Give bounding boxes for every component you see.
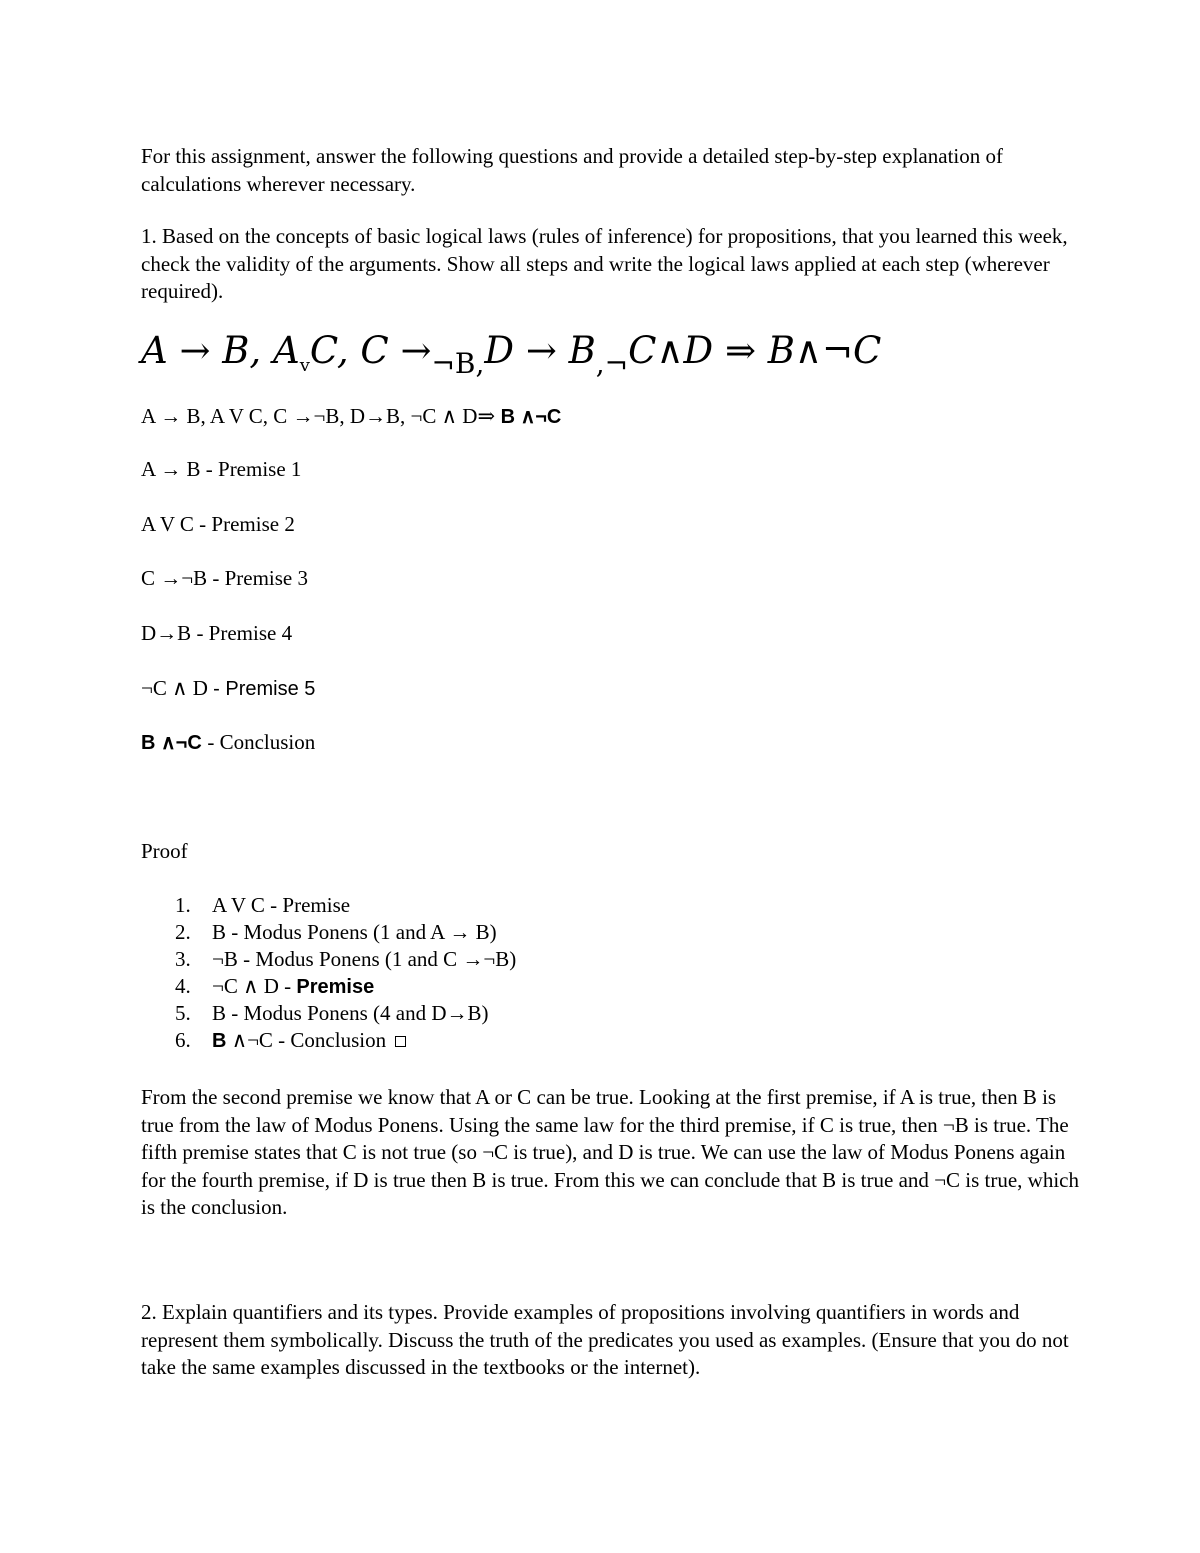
formula-text <box>141 403 561 431</box>
formula-text-plain: A → B, A V C, C →¬B, D→B, ¬C ∧ D⇒ <box>141 404 496 428</box>
step-number: 6. <box>175 1028 191 1052</box>
premise-3 <box>141 565 308 592</box>
premise-label: - Premise 4 <box>196 621 293 645</box>
formula-part: C, C → <box>309 329 432 372</box>
step-text-plain: ¬C ∧ D - <box>212 974 297 998</box>
premise-expr: A V C <box>141 512 200 536</box>
conclusion-expr: B ∧¬C <box>141 732 208 754</box>
premise-expr: D→B <box>141 621 197 645</box>
premise-expr: C →¬B <box>141 566 213 590</box>
step-text <box>212 1027 406 1055</box>
premise-label: - Premise 3 <box>212 566 309 590</box>
formula-part: C∧D ⇒ B∧¬C <box>628 329 882 372</box>
step-text: A V C - Premise <box>212 893 351 917</box>
step-text: ¬B - Modus Ponens (1 and C →¬B) <box>212 947 517 971</box>
question-1: 1. Based on the concepts of basic logical laws (rules of inference) for propositions, that you learned this week, check the validity of the arguments. Show all steps and write the logical laws applied at each step (wherever required). <box>141 224 1068 303</box>
premise-2 <box>141 511 295 538</box>
premise-expr: ¬C ∧ D <box>141 676 214 700</box>
step-text-plain: ∧¬C - Conclusion <box>226 1028 392 1052</box>
step-text-bold: Premise <box>296 976 375 998</box>
qed-box-icon <box>395 1036 406 1047</box>
step-text <box>212 973 374 1001</box>
question-2: 2. Explain quantifiers and its types. Provide examples of propositions involving quantifiers in words and represent them symbolically. Discuss the truth of the predicates you used as examples. (Ensure that you do not take the same examples discussed in the textbooks or the internet). <box>141 1300 1069 1379</box>
formula-image <box>141 326 881 391</box>
step-text: B - Modus Ponens (1 and A → B) <box>212 920 497 944</box>
step-number: 1. <box>175 893 191 917</box>
step-number: 2. <box>175 920 191 944</box>
formula-text-bold: B ∧¬C <box>495 406 562 428</box>
premise-label: - Premise 1 <box>205 457 302 481</box>
premise-expr: A → B <box>141 457 206 481</box>
premise-1 <box>141 456 301 483</box>
step-number: 3. <box>175 947 191 971</box>
step-text: B - Modus Ponens (4 and D→B) <box>212 1001 489 1025</box>
step-number: 5. <box>175 1001 191 1025</box>
premise-4 <box>141 620 292 647</box>
formula-neg: ¬B, <box>431 347 485 380</box>
formula-neg: ,¬ <box>595 347 629 380</box>
conclusion <box>141 729 315 757</box>
premise-label: - Premise 5 <box>213 678 316 700</box>
assignment-intro: For this assignment, answer the following questions and provide a detailed step-by-step explanation of calculations wherever necessary. <box>141 144 1003 196</box>
conclusion-label: - Conclusion <box>207 730 316 754</box>
explanation-paragraph: From the second premise we know that A or C can be true. Looking at the first premise, if A is true, then B is true from the law of Modus Ponens. Using the same law for the third premise, if C is true, then ¬B is true. The fifth premise states that C is not true (so ¬C is true), and D is true. We can use the law of Modus Ponens again for the fourth premise, if D is true then B is true. From this we can conclude that B is true and ¬C is true, which is the conclusion. <box>141 1085 1079 1219</box>
step-text-bold: B <box>212 1030 227 1052</box>
premise-label: - Premise 2 <box>199 512 295 536</box>
formula-sub: v <box>299 355 310 376</box>
proof-heading: Proof <box>141 839 188 863</box>
formula-part: D → B <box>484 329 596 372</box>
premise-5 <box>141 675 315 703</box>
formula-part: A → B, A <box>141 329 300 372</box>
step-number: 4. <box>175 974 191 998</box>
